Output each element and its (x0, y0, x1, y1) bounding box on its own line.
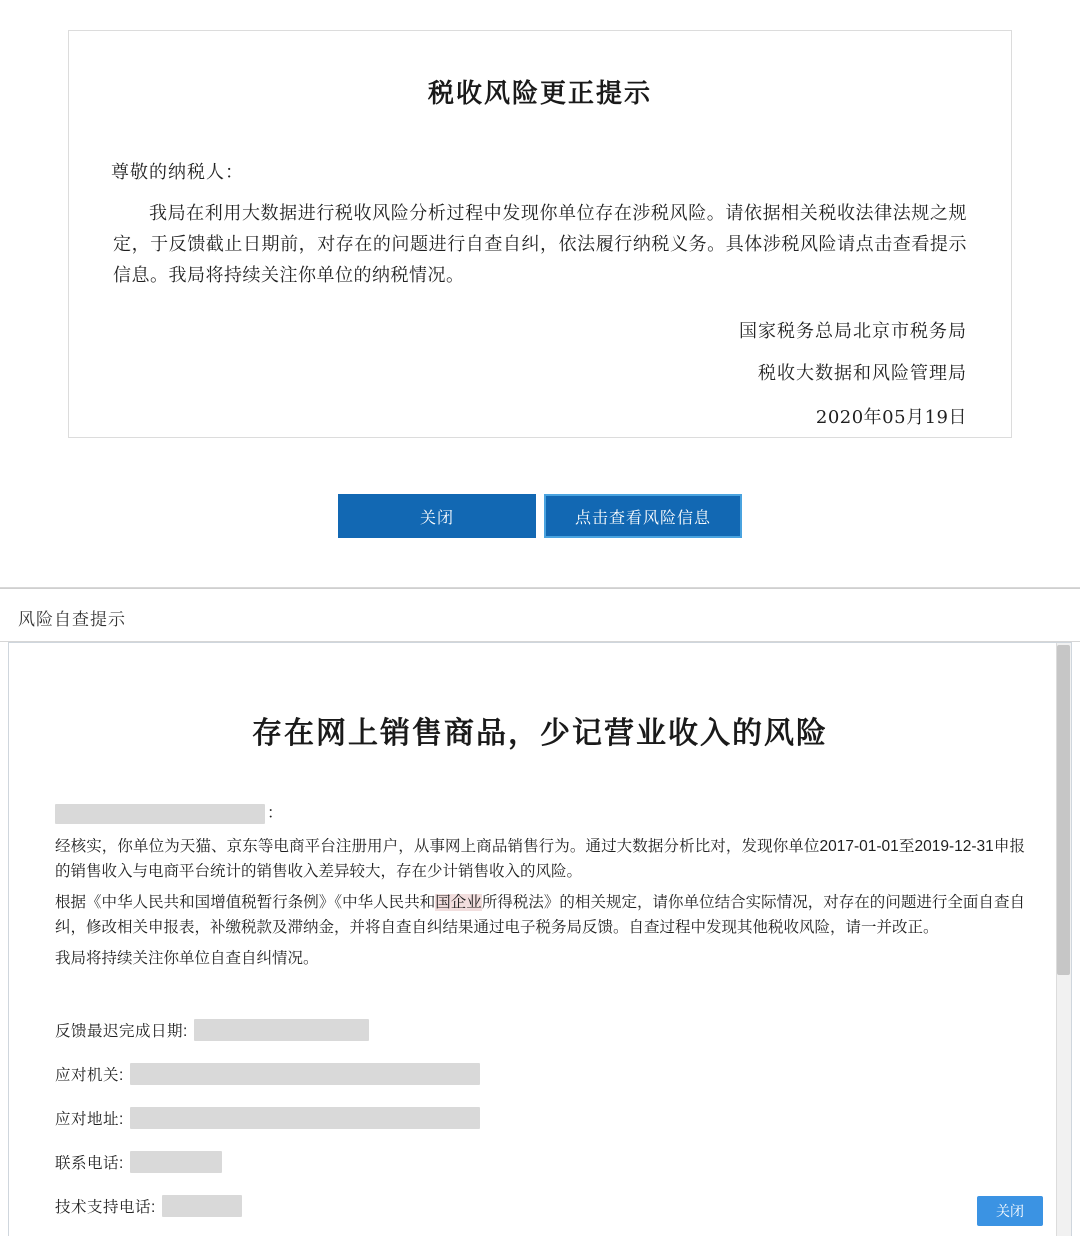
field-value-address (130, 1107, 480, 1129)
notice-signature-bureau: 国家税务总局北京市税务局 (739, 321, 967, 342)
risk-paragraph-1: 经核实，你单位为天猫、京东等电商平台注册用户，从事网上商品销售行为。通过大数据分析比对，发现你单位2017-01-01至2019-12-31申报的销售收入与电商平台统计的销售收入差异较大，存在少计销售收入的风险。 (55, 838, 1025, 880)
tax-notice-panel (0, 0, 1080, 574)
field-value-phone (130, 1151, 222, 1173)
window-body (8, 642, 1072, 1236)
risk-addressee (55, 800, 1071, 822)
notice-salutation: 尊敬的纳税人： (111, 162, 244, 183)
notice-date: 2020年05月19日 (815, 407, 967, 428)
field-value-support-phone (162, 1195, 242, 1217)
notice-title: 税收风险更正提示 (427, 79, 652, 109)
field-row-support-phone (55, 1189, 1071, 1223)
field-label-organization: 应对机关: (55, 1067, 124, 1084)
field-value-deadline (194, 1019, 369, 1041)
risk-selfcheck-panel (0, 588, 1080, 1236)
view-risk-info-button[interactable]: 点击查看风险信息 (544, 494, 742, 538)
risk-paragraph-2-part-b: 所得税法》的相关规定，请你单位结合实际情况，对存在的问题进行全面自查自纠，修改相关申报表，补缴税款及滞纳金，并将自查自纠结果通过电子税务局反馈。自查过程中发现其他税收风险，请一并改正。 (55, 894, 1025, 936)
addressee-colon: ： (267, 805, 284, 822)
notice-body: 我局在利用大数据进行税收风险分析过程中发现你单位存在涉税风险。请依据相关税收法律法规之规定，于反馈截止日期前，对存在的问题进行自查自纠，依法履行纳税义务。具体涉税风险请点击查看提示信息。我局将持续关注你单位的纳税情况。 (113, 203, 967, 286)
scrollbar-thumb[interactable] (1057, 645, 1070, 975)
window-titlebar (0, 589, 1080, 642)
field-row-phone (55, 1145, 1071, 1179)
redacted-taxpayer-name (55, 804, 265, 824)
notice-card (68, 30, 1012, 438)
field-label-address: 应对地址: (55, 1111, 124, 1128)
vertical-scrollbar[interactable] (1056, 643, 1071, 1236)
risk-document-title: 存在网上销售商品，少记营业收入的风险 (252, 717, 828, 750)
window-title: 风险自查提示 (18, 610, 126, 629)
risk-paragraph-2-highlight: 国企业 (435, 894, 482, 911)
field-label-support-phone: 技术支持电话: (55, 1199, 156, 1216)
risk-paragraph-2-part-a: 根据《中华人民共和国增值税暂行条例》《中华人民共和 (55, 894, 436, 911)
field-label-phone: 联系电话: (55, 1155, 124, 1172)
field-label-deadline: 反馈最迟完成日期: (55, 1023, 188, 1040)
risk-paragraph-3: 我局将持续关注你单位自查自纠情况。 (55, 950, 319, 967)
field-row-deadline (55, 1013, 1071, 1047)
field-value-organization (130, 1063, 480, 1085)
close-button[interactable]: 关闭 (338, 494, 536, 538)
risk-window-close-button[interactable]: 关闭 (977, 1196, 1043, 1226)
risk-field-list (55, 1013, 1071, 1223)
notice-signature-department: 税收大数据和风险管理局 (758, 363, 967, 384)
panel-divider (0, 574, 1080, 588)
risk-paragraph-2 (55, 890, 1025, 940)
notice-button-row (0, 494, 1080, 538)
field-row-address (55, 1101, 1071, 1135)
field-row-organization (55, 1057, 1071, 1091)
